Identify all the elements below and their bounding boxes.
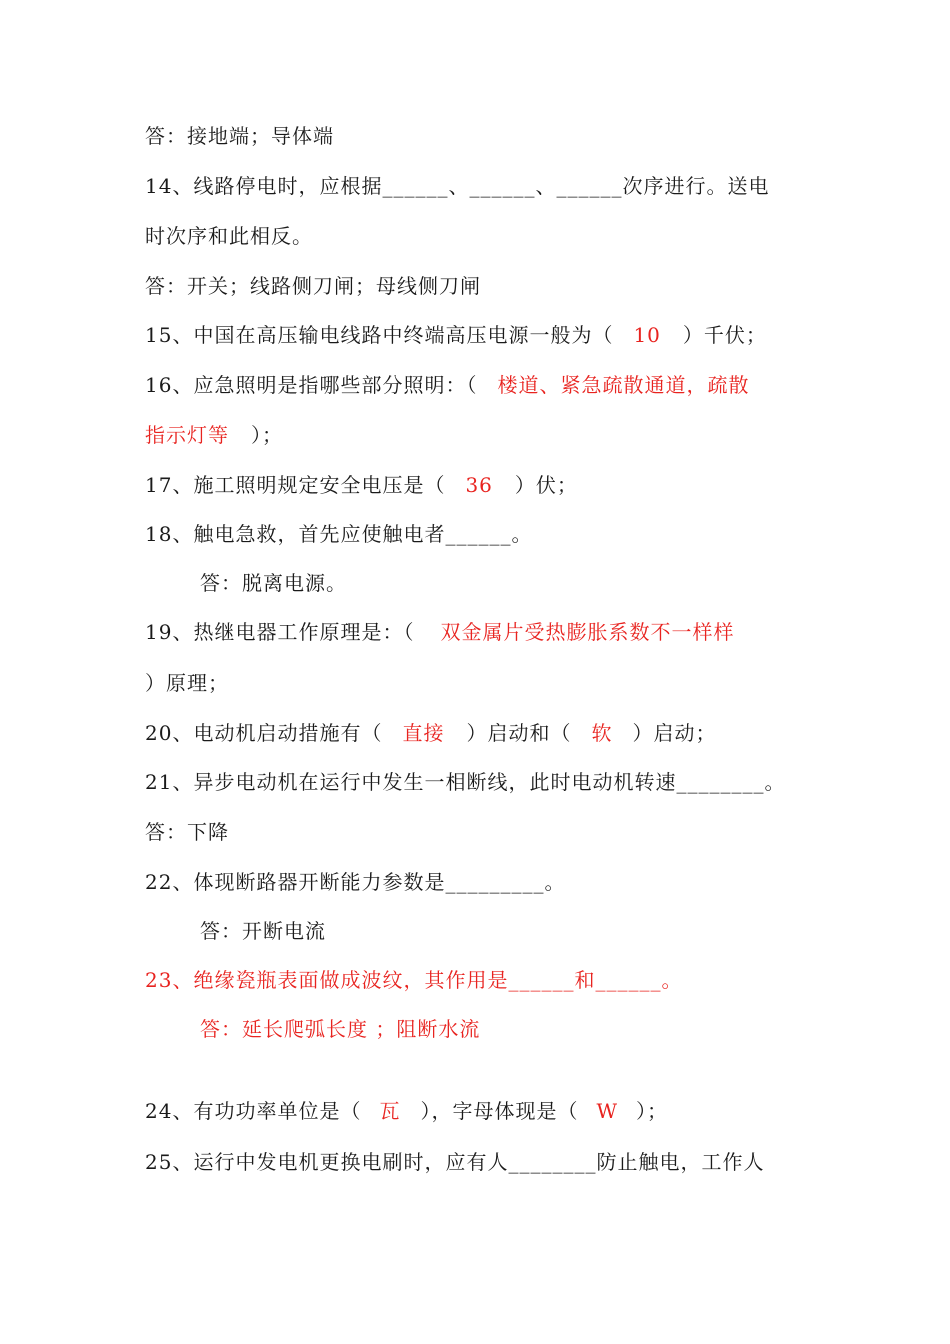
question-17-text-end: ）伏； bbox=[514, 473, 578, 497]
question-17 bbox=[145, 467, 835, 503]
question-15-text-end: ）千伏； bbox=[682, 323, 767, 347]
question-15-answer: 10 bbox=[633, 323, 661, 347]
question-24-answer-1: 瓦 bbox=[379, 1099, 401, 1123]
question-23 bbox=[145, 962, 835, 998]
question-14-text-cont: 时次序和此相反。 bbox=[145, 224, 313, 248]
question-21 bbox=[145, 764, 835, 800]
question-14-line-2 bbox=[145, 218, 835, 254]
question-24-text-mid: ），字母体现是（ bbox=[420, 1099, 579, 1123]
question-14-text: 14、线路停电时，应根据______、______、______次序进行。送电 bbox=[145, 174, 770, 198]
question-20-text-mid: ）启动和（ bbox=[466, 721, 572, 745]
question-16-answer-cont: 指示灯等 bbox=[145, 423, 229, 447]
answer-13 bbox=[145, 118, 835, 154]
question-20-answer-2: 软 bbox=[591, 721, 613, 745]
question-21-text: 21、异步电动机在运行中发生一相断线，此时电动机转速________。 bbox=[145, 770, 786, 794]
answer-23-text: 答：延长爬弧长度 ；阻断水流 bbox=[200, 1017, 481, 1041]
answer-21-text: 答：下降 bbox=[145, 820, 229, 844]
answer-14-text: 答：开关；线路侧刀闸；母线侧刀闸 bbox=[145, 274, 481, 298]
question-18 bbox=[145, 516, 835, 552]
question-24-answer-2: W bbox=[596, 1099, 619, 1123]
question-19-text-end: ）原理； bbox=[145, 671, 229, 695]
question-19-line-1 bbox=[145, 614, 835, 650]
question-20-text: 20、电动机启动措施有（ bbox=[145, 721, 383, 745]
answer-22 bbox=[200, 913, 890, 949]
answer-21 bbox=[145, 814, 835, 850]
question-19-answer: 双金属片受热膨胀系数不一样样 bbox=[440, 620, 735, 644]
answer-18 bbox=[200, 565, 890, 601]
question-14-line-1 bbox=[145, 168, 835, 204]
question-23-text: 23、绝缘瓷瓶表面做成波纹，其作用是______和______。 bbox=[145, 968, 683, 992]
question-20-text-end: ）启动； bbox=[632, 721, 717, 745]
answer-22-text: 答：开断电流 bbox=[200, 919, 326, 943]
question-17-answer: 36 bbox=[465, 473, 493, 497]
question-22 bbox=[145, 864, 835, 900]
question-17-text: 17、施工照明规定安全电压是（ bbox=[145, 473, 446, 497]
question-15-text: 15、中国在高压输电线路中终端高压电源一般为（ bbox=[145, 323, 614, 347]
question-16-line-1 bbox=[145, 367, 835, 403]
question-16-text: 16、应急照明是指哪些部分照明：（ bbox=[145, 373, 478, 397]
question-16-answer: 楼道、紧急疏散通道，疏散 bbox=[497, 373, 750, 397]
answer-18-text: 答：脱离电源。 bbox=[200, 571, 347, 595]
question-24 bbox=[145, 1093, 835, 1129]
question-16-line-2 bbox=[145, 417, 835, 453]
answer-13-text: 答：接地端；导体端 bbox=[145, 124, 334, 148]
question-25 bbox=[145, 1144, 835, 1180]
question-24-text: 24、有功功率单位是（ bbox=[145, 1099, 362, 1123]
question-15 bbox=[145, 317, 835, 353]
question-19-line-2 bbox=[145, 665, 835, 701]
question-20-answer-1: 直接 bbox=[402, 721, 445, 745]
question-22-text: 22、体现断路器开断能力参数是_________。 bbox=[145, 870, 566, 894]
question-20 bbox=[145, 715, 835, 751]
question-16-text-end: ）； bbox=[251, 423, 283, 447]
question-24-text-end: ）； bbox=[636, 1099, 669, 1123]
question-18-text: 18、触电急救，首先应使触电者______。 bbox=[145, 522, 533, 546]
answer-23 bbox=[200, 1011, 890, 1047]
question-25-text: 25、运行中发电机更换电刷时，应有人________防止触电，工作人 bbox=[145, 1150, 765, 1174]
question-19-text: 19、热继电器工作原理是：（ bbox=[145, 620, 415, 644]
answer-14 bbox=[145, 268, 835, 304]
